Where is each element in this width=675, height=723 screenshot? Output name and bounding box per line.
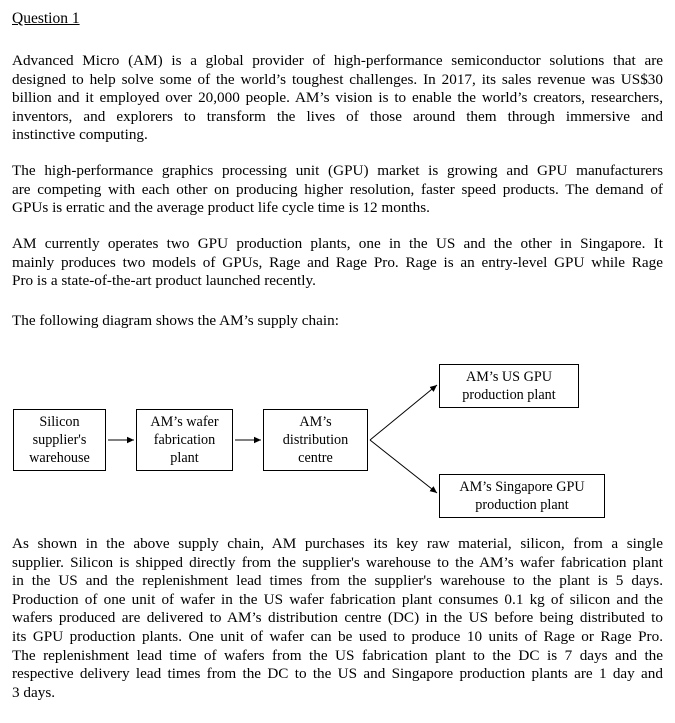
box-text-line: AM’s US GPU bbox=[466, 369, 552, 385]
text-line: Production of one unit of wafer in the US wafer fabrication plant consumes 0.1 kg of silicon and the bbox=[12, 590, 663, 608]
text-line: instinctive computing. bbox=[12, 126, 148, 144]
box-text-line: AM’s wafer bbox=[150, 414, 219, 430]
box-text-line: distribution bbox=[282, 432, 349, 448]
box-text-line: AM’s Singapore GPU bbox=[459, 479, 585, 495]
text-line: its GPU production plants. One unit of wafer can be used to produce 10 units of Rage or Rage Pro. bbox=[12, 627, 663, 645]
text-line: 3 days. bbox=[12, 683, 56, 701]
us-gpu-production-plant-box bbox=[439, 364, 579, 408]
distribution-centre-box bbox=[263, 409, 368, 471]
text-line: designed to help solve some of the world’s toughest challenges. In 2017, its sales revenue was US$30 bbox=[12, 70, 663, 88]
box-text-line: production plant bbox=[475, 497, 569, 513]
wafer-fabrication-plant-box bbox=[136, 409, 233, 471]
text-line: wafers produced are delivered to AM’s distribution centre (DC) in the US before being distributed to bbox=[12, 609, 663, 627]
text-line: The replenishment lead time of wafers from the US fabrication plant to the DC is 7 days and the bbox=[12, 646, 663, 664]
arrow-dc-to-singapore-plant bbox=[370, 440, 437, 493]
text-line: mainly produces two models of GPUs, Rage and Rage Pro. Rage is an entry-level GPU while Rage bbox=[12, 253, 663, 271]
text-line: respective delivery lead times from the DC to the US and Singapore production plants are 1 day and bbox=[12, 665, 663, 683]
silicon-supplier-warehouse-box bbox=[13, 409, 106, 471]
text-line: supplier. Silicon is shipped directly from the supplier's warehouse to the AM’s wafer fabrication plant bbox=[12, 553, 663, 571]
paragraph-supply-chain-details bbox=[12, 535, 663, 702]
question-heading: Question 1 bbox=[12, 10, 80, 27]
text-line: AM currently operates two GPU production plants, one in the US and the other in Singapore. It bbox=[12, 235, 663, 252]
box-text-line: warehouse bbox=[29, 450, 90, 466]
text-line: Pro is a state-of-the-art product launched recently. bbox=[12, 272, 316, 290]
text-line: As shown in the above supply chain, AM purchases its key raw material, silicon, from a single bbox=[12, 535, 663, 552]
box-text-line: fabrication bbox=[153, 432, 216, 448]
text-line: Advanced Micro (AM) is a global provider of high-performance semiconductor solutions that are bbox=[12, 52, 663, 69]
box-text-line: production plant bbox=[462, 387, 556, 403]
box-text-line: Silicon bbox=[39, 414, 80, 430]
box-text-line: supplier's bbox=[32, 432, 87, 448]
box-text-line: plant bbox=[170, 450, 199, 466]
text-line: The following diagram shows the AM’s supply chain: bbox=[12, 312, 339, 329]
text-line: The high-performance graphics processing unit (GPU) market is growing and GPU manufacturers bbox=[12, 162, 663, 179]
arrow-dc-to-us-plant bbox=[370, 385, 437, 440]
box-text-line: centre bbox=[298, 450, 333, 466]
text-line: billion and it employed over 20,000 people. AM’s vision is to enable the world’s creators, researchers, bbox=[12, 89, 663, 107]
box-text-line: AM’s bbox=[299, 414, 332, 430]
text-line: are competing with each other on producing higher resolution, faster speed products. The demand of bbox=[12, 180, 663, 198]
singapore-gpu-production-plant-box bbox=[439, 474, 605, 518]
text-line: in the US and the replenishment lead times from the supplier's warehouse to the plant is 5 days. bbox=[12, 572, 663, 590]
text-line: GPUs is erratic and the average product life cycle time is 12 months. bbox=[12, 199, 430, 217]
text-line: inventors, and explorers to transform the lives of those around them through immersive and bbox=[12, 107, 663, 125]
